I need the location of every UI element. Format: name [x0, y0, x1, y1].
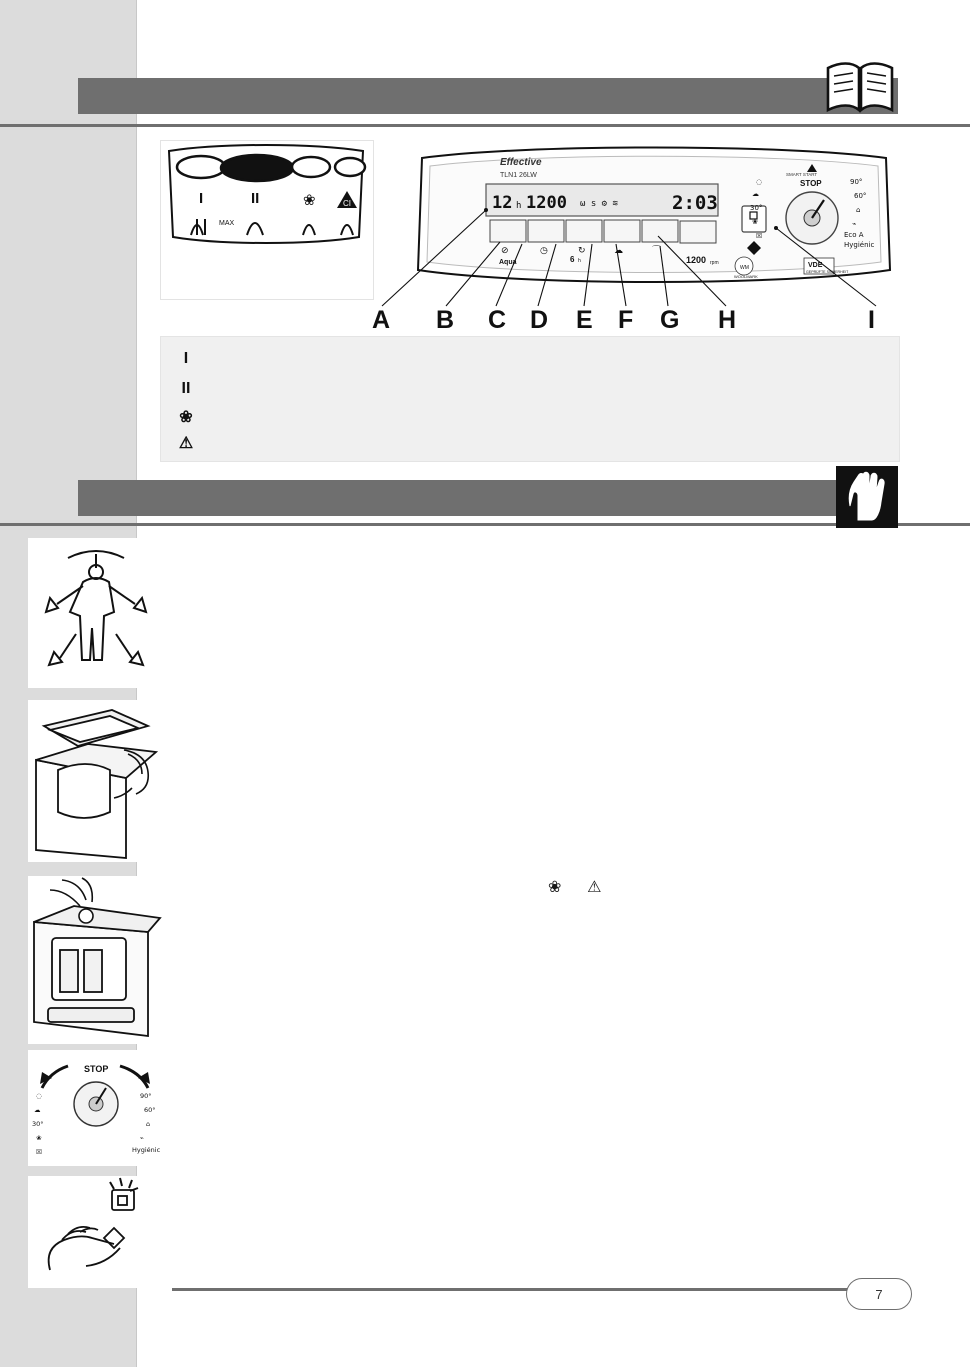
svg-text:Hygiénic: Hygiénic	[844, 241, 875, 249]
svg-text:Eco A: Eco A	[844, 231, 864, 239]
detergent-dispenser-illustration	[28, 876, 164, 1044]
svg-text:TLN1 26LW: TLN1 26LW	[500, 172, 537, 179]
svg-text:☁: ☁	[614, 246, 623, 256]
top-horizontal-rule	[0, 124, 970, 127]
svg-text:❀: ❀	[36, 1134, 42, 1142]
callout-letter-h: H	[718, 306, 737, 334]
legend-item-4	[175, 433, 207, 453]
svg-text:⌂: ⌂	[146, 1120, 151, 1128]
svg-text:I: I	[199, 190, 204, 207]
press-start-button-illustration	[28, 1176, 164, 1288]
svg-text:STOP: STOP	[800, 179, 822, 188]
svg-text:☒: ☒	[756, 232, 763, 240]
svg-text:2:03: 2:03	[672, 192, 718, 214]
svg-text:☒: ☒	[36, 1148, 42, 1156]
svg-text:30°: 30°	[750, 204, 763, 212]
callout-leader-lines	[360, 200, 905, 318]
svg-text:ω ѕ ⚙ ≋: ω ѕ ⚙ ≋	[580, 199, 618, 209]
svg-text:60°: 60°	[144, 1106, 156, 1114]
callout-letter-f: F	[618, 306, 634, 334]
page-number-text: 7	[875, 1286, 883, 1302]
svg-text:⌒: ⌒	[652, 246, 662, 256]
flower-icon: ❀	[548, 879, 562, 896]
svg-text:⌂: ⌂	[856, 206, 861, 214]
callout-letter-d: D	[530, 306, 549, 334]
svg-text:◌: ◌	[756, 178, 763, 186]
legend-item-1	[175, 349, 207, 369]
page-number	[846, 1278, 912, 1310]
body-symbol-line	[172, 876, 872, 900]
open-lid-load-drum-illustration	[28, 700, 164, 862]
svg-text:STOP: STOP	[84, 1064, 109, 1074]
svg-text:90°: 90°	[140, 1092, 152, 1100]
callout-letter-row	[360, 306, 900, 336]
svg-text:◷: ◷	[540, 246, 548, 256]
callout-letter-b: B	[436, 306, 455, 334]
footer-rule	[172, 1288, 898, 1291]
svg-text:⌁: ⌁	[852, 220, 857, 228]
legend-symbol-bar-one: I	[183, 350, 189, 367]
svg-text:h: h	[578, 258, 581, 264]
legend-item-2	[175, 379, 207, 399]
svg-text:⌁: ⌁	[140, 1134, 144, 1142]
svg-text:❀: ❀	[752, 218, 758, 226]
svg-text:1200: 1200	[686, 255, 707, 265]
callout-letter-g: G	[660, 306, 680, 334]
warning-triangle-icon: ⚠	[178, 435, 194, 452]
open-book-icon	[822, 58, 898, 118]
svg-text:VDE: VDE	[808, 262, 823, 269]
svg-text:↻: ↻	[578, 246, 586, 256]
section-header-bar-middle	[78, 480, 898, 516]
svg-text:12: 12	[492, 193, 513, 213]
svg-text:6: 6	[570, 255, 575, 264]
legend-box	[160, 336, 900, 462]
svg-text:⊘: ⊘	[501, 246, 509, 256]
svg-text:CI: CI	[343, 199, 351, 208]
callout-letter-c: C	[488, 306, 507, 334]
svg-text:1200: 1200	[526, 193, 567, 213]
svg-text:90°: 90°	[850, 178, 863, 186]
svg-text:h: h	[516, 201, 522, 211]
callout-letter-e: E	[576, 306, 593, 334]
hand-icon	[836, 466, 898, 528]
callout-letter-a: A	[372, 306, 391, 334]
svg-text:☁: ☁	[752, 190, 759, 198]
callout-letter-i: I	[868, 306, 875, 334]
lid-buttons-illustration	[160, 140, 374, 300]
svg-text:◌: ◌	[36, 1092, 42, 1100]
legend-item-3	[175, 407, 207, 427]
svg-text:30°: 30°	[32, 1120, 44, 1128]
svg-text:60°: 60°	[854, 192, 867, 200]
svg-text:Effective: Effective	[500, 157, 542, 168]
svg-text:II: II	[251, 190, 260, 207]
svg-text:GEPRÜFTE SICHERHEIT: GEPRÜFTE SICHERHEIT	[806, 270, 849, 274]
svg-text:❀: ❀	[303, 191, 316, 209]
section-header-bar-top	[78, 78, 898, 114]
svg-text:SMART START: SMART START	[786, 172, 818, 177]
warning-triangle-icon: ⚠	[587, 879, 602, 896]
svg-text:Aqua: Aqua	[499, 259, 517, 266]
svg-text:Hygiénic: Hygiénic	[132, 1146, 161, 1154]
sort-laundry-illustration	[28, 538, 164, 688]
middle-horizontal-rule	[0, 523, 970, 526]
program-dial-illustration	[28, 1050, 164, 1166]
svg-text:MAX: MAX	[219, 220, 235, 227]
legend-symbol-bar-two: II	[181, 380, 191, 397]
svg-text:☁: ☁	[34, 1106, 41, 1114]
svg-text:WM: WM	[740, 265, 749, 271]
flower-icon: ❀	[179, 409, 193, 426]
svg-text:WOOLMARK: WOOLMARK	[734, 274, 758, 279]
svg-text:rpm: rpm	[710, 260, 719, 266]
